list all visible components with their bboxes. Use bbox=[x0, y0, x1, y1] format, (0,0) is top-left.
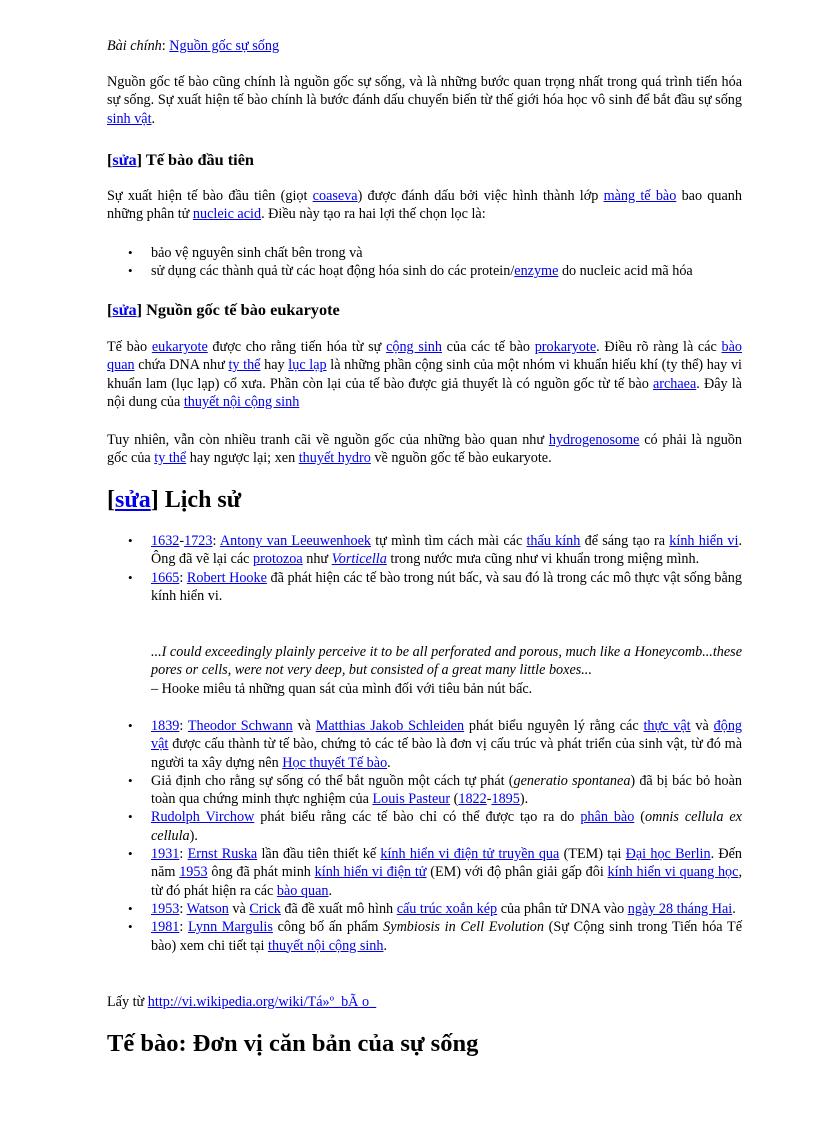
section-heading-first-cell: [sửa] Tế bào đầu tiên bbox=[107, 150, 254, 169]
link-cau-truc-xoan-kep[interactable]: cấu trúc xoắn kép bbox=[396, 900, 498, 917]
source-line: Lấy từ http://vi.wikipedia.org/wiki/Tá»º_bÃ o_ bbox=[107, 994, 377, 1010]
list-item: • Rudolph Virchow phát biểu rằng các tế bào chỉ có thể được tạo ra do phân bào (omnis cellula ex cellula). bbox=[107, 808, 742, 845]
link-year[interactable]: 1981 bbox=[151, 919, 180, 936]
link-thuyet-noi-cong-sinh[interactable]: thuyết nội cộng sinh bbox=[183, 393, 300, 410]
link-protozoa[interactable]: protozoa bbox=[253, 551, 303, 568]
link-hydrogenosome[interactable]: hydrogenosome bbox=[548, 432, 640, 448]
list-item: • Giả định cho rằng sự sống có thể bắt nguồn một cách tự phát (generatio spontanea) đã bị bác bỏ hoàn toàn qua chứng minh thực nghiệm của Louis Pasteur (1822-1895). bbox=[107, 772, 742, 809]
list-item: • 1632-1723: Antony van Leeuwenhoek tự mình tìm cách mài các thấu kính để sáng tạo ra kính hiển vi. Ông đã vẽ lại các protozoa như Vorticella trong nước mưa cũng như vi khuẩn trong miệng mình. bbox=[107, 532, 742, 569]
link-year[interactable]: 1953 bbox=[179, 864, 208, 881]
main-article-note: Bài chính: Nguồn gốc sự sống bbox=[107, 38, 280, 54]
list-item: • 1931: Ernst Ruska lần đầu tiên thiết kế kính hiển vi điện tử truyền qua (TEM) tại Đại học Berlin. Đến năm 1953 ông đã phát minh kính hiển vi điện tử (EM) với độ phân giải gấp đôi kính hiển vi quang học, từ đó phát hiện ra các bào quan. bbox=[107, 845, 742, 900]
list-item: • 1953: Watson và Crick đã đề xuất mô hình cấu trúc xoắn kép của phân tử DNA vào ngày 28 tháng Hai. bbox=[107, 900, 742, 918]
link-bao-quan[interactable]: bào quan bbox=[276, 882, 329, 899]
link-kinh-hien-vi-quang-hoc[interactable]: kính hiển vi quang học bbox=[607, 864, 739, 881]
link-dai-hoc-berlin[interactable]: Đại học Berlin bbox=[625, 846, 711, 863]
list-item: • 1981: Lynn Margulis công bố ấn phẩm Symbiosis in Cell Evolution (Sự Cộng sinh trong Tiến hóa Tế bào) xem chi tiết tại thuyết nội cộng sinh. bbox=[107, 918, 742, 955]
link-kinh-hien-vi[interactable]: kính hiển vi bbox=[669, 533, 739, 549]
link-year[interactable]: 1953 bbox=[151, 900, 180, 917]
history-list-2 bbox=[107, 717, 742, 955]
source-url-link[interactable]: http://vi.wikipedia.org/wiki/Tá»º_bÃ o_ bbox=[147, 994, 377, 1010]
link-hoc-thuyet-te-bao[interactable]: Học thuyết Tế bào bbox=[282, 754, 388, 771]
list-item: • bảo vệ nguyên sinh chất bên trong và bbox=[107, 244, 742, 262]
link-year[interactable]: 1931 bbox=[151, 846, 180, 863]
link-robert-hooke[interactable]: Robert Hooke bbox=[186, 569, 267, 586]
link-year[interactable]: 1723 bbox=[184, 533, 213, 549]
link-schleiden[interactable]: Matthias Jakob Schleiden bbox=[315, 718, 465, 734]
link-watson[interactable]: Watson bbox=[186, 900, 229, 917]
section-heading-eukaryote: [sửa] Nguồn gốc tế bào eukaryote bbox=[107, 300, 340, 319]
link-nucleic-acid[interactable]: nucleic acid bbox=[192, 206, 262, 223]
link-leeuwenhoek[interactable]: Antony van Leeuwenhoek bbox=[219, 533, 371, 549]
next-section-heading: Tế bào: Đơn vị căn bản của sự sống bbox=[107, 1030, 479, 1057]
link-vorticella[interactable]: Vorticella bbox=[331, 551, 387, 568]
link-luc-lap[interactable]: lục lạp bbox=[288, 357, 327, 374]
link-coaseva[interactable]: coaseva bbox=[312, 188, 358, 204]
link-ty-the[interactable]: ty thể bbox=[228, 357, 261, 374]
link-dong-vat[interactable]: động vật bbox=[151, 718, 742, 753]
history-list-1 bbox=[107, 532, 742, 605]
link-ty-the[interactable]: ty thể bbox=[154, 450, 187, 467]
link-year[interactable]: 1665 bbox=[151, 569, 180, 586]
link-enzyme[interactable]: enzyme bbox=[514, 263, 559, 280]
link-lynn-margulis[interactable]: Lynn Margulis bbox=[188, 919, 273, 936]
link-year[interactable]: 1632 bbox=[151, 533, 180, 549]
link-virchow[interactable]: Rudolph Virchow bbox=[151, 809, 255, 826]
list-item: • 1839: Theodor Schwann và Matthias Jakob Schleiden phát biểu nguyên lý rằng các thực vật và động vật được cấu thành từ tế bào, chứng tỏ các tế bào là đơn vị cấu trúc và phát triển của sinh vật, từ đó mà người ta xây dựng nên Học thuyết Tế bào. bbox=[107, 717, 742, 772]
edit-link[interactable]: sửa bbox=[112, 300, 137, 319]
link-eukaryote[interactable]: eukaryote bbox=[151, 339, 208, 355]
list-item: • 1665: Robert Hooke đã phát hiện các tế bào trong nút bấc, và sau đó là trong các mô thực vật sống bằng kính hiển vi. bbox=[107, 569, 742, 606]
link-mang-te-bao[interactable]: màng tế bào bbox=[603, 188, 677, 204]
edit-link[interactable]: sửa bbox=[112, 150, 137, 169]
link-crick[interactable]: Crick bbox=[249, 900, 281, 917]
link-tem[interactable]: kính hiển vi điện tử truyền qua bbox=[380, 846, 560, 863]
hydrogenosome-paragraph: Tuy nhiên, vẫn còn nhiều tranh cãi về nguồn gốc của những bào quan như hydrogenosome có phải là nguồn gốc của ty thể hay ngược lại; xen thuyết hydro về nguồn gốc tế bào eukaryote. bbox=[107, 432, 742, 467]
link-sinh-vat[interactable]: sinh vật bbox=[107, 110, 152, 127]
intro-paragraph: Nguồn gốc tế bào cũng chính là nguồn gốc sự sống, và là những bước quan trọng nhất trong quá trình tiến hóa sự sống. Sự xuất hiện tế bào chính là bước đánh dấu chuyển biến từ thế giới hóa học vô sinh để bắt đầu sự sống sinh vật. bbox=[107, 74, 742, 127]
link-phan-bao[interactable]: phân bào bbox=[580, 809, 635, 826]
list-item: • sử dụng các thành quả từ các hoạt động hóa sinh do các protein/enzyme do nucleic acid mã hóa bbox=[107, 262, 742, 280]
link-year[interactable]: 1895 bbox=[491, 791, 520, 808]
edit-link[interactable]: sửa bbox=[115, 487, 151, 513]
link-prokaryote[interactable]: prokaryote bbox=[534, 339, 597, 355]
link-thuyet-noi-cong-sinh[interactable]: thuyết nội cộng sinh bbox=[268, 937, 384, 954]
link-thau-kinh[interactable]: thấu kính bbox=[526, 533, 581, 549]
advantage-list bbox=[107, 244, 742, 281]
eukaryote-paragraph: Tế bào eukaryote được cho rằng tiến hóa từ sự cộng sinh của các tế bào prokaryote. Điều rõ ràng là các bào quan chứa DNA như ty thể hay lục lạp là những phần cộng sinh của một nhóm vi khuẩn hiếu khí (ty thể) hay vi khuẩn lam (lục lạp) cổ xưa. Phần còn lại của tế bào được giả thuyết là có nguồn gốc từ tế bào archaea. Đây là nội dung của thuyết nội cộng sinh bbox=[107, 339, 743, 410]
link-year[interactable]: 1822 bbox=[458, 791, 487, 808]
section-heading-history: [sửa] Lịch sử bbox=[107, 487, 242, 513]
link-ernst-ruska[interactable]: Ernst Ruska bbox=[187, 846, 258, 863]
link-bao-quan[interactable]: bào quan bbox=[107, 339, 743, 374]
link-year[interactable]: 1839 bbox=[151, 718, 180, 734]
hooke-quote: ...I could exceedingly plainly perceive it to be all perforated and porous, much like a Honeycomb...these pores or cells, were not very deep, but consisted of a great many little boxes... – Hooke miêu tả những quan sát của mình đối với tiêu bản nút bấc. bbox=[151, 644, 742, 697]
link-schwann[interactable]: Theodor Schwann bbox=[187, 718, 293, 734]
link-louis-pasteur[interactable]: Louis Pasteur bbox=[372, 791, 451, 808]
link-kinh-hien-vi-dien-tu[interactable]: kính hiển vi điện tử bbox=[314, 864, 427, 881]
link-cong-sinh[interactable]: cộng sinh bbox=[386, 339, 442, 355]
first-cell-paragraph: Sự xuất hiện tế bào đầu tiên (giọt coaseva) được đánh dấu bởi việc hình thành lớp màng tế bào bao quanh những phân tử nucleic acid. Điều này tạo ra hai lợi thế chọn lọc là: bbox=[107, 188, 742, 223]
link-archaea[interactable]: archaea bbox=[652, 375, 697, 392]
link-thuc-vat[interactable]: thực vật bbox=[643, 718, 691, 734]
main-article-link[interactable]: Nguồn gốc sự sống bbox=[169, 38, 280, 54]
link-date[interactable]: ngày 28 tháng Hai bbox=[627, 900, 733, 917]
link-thuyet-hydro[interactable]: thuyết hydro bbox=[298, 450, 371, 467]
